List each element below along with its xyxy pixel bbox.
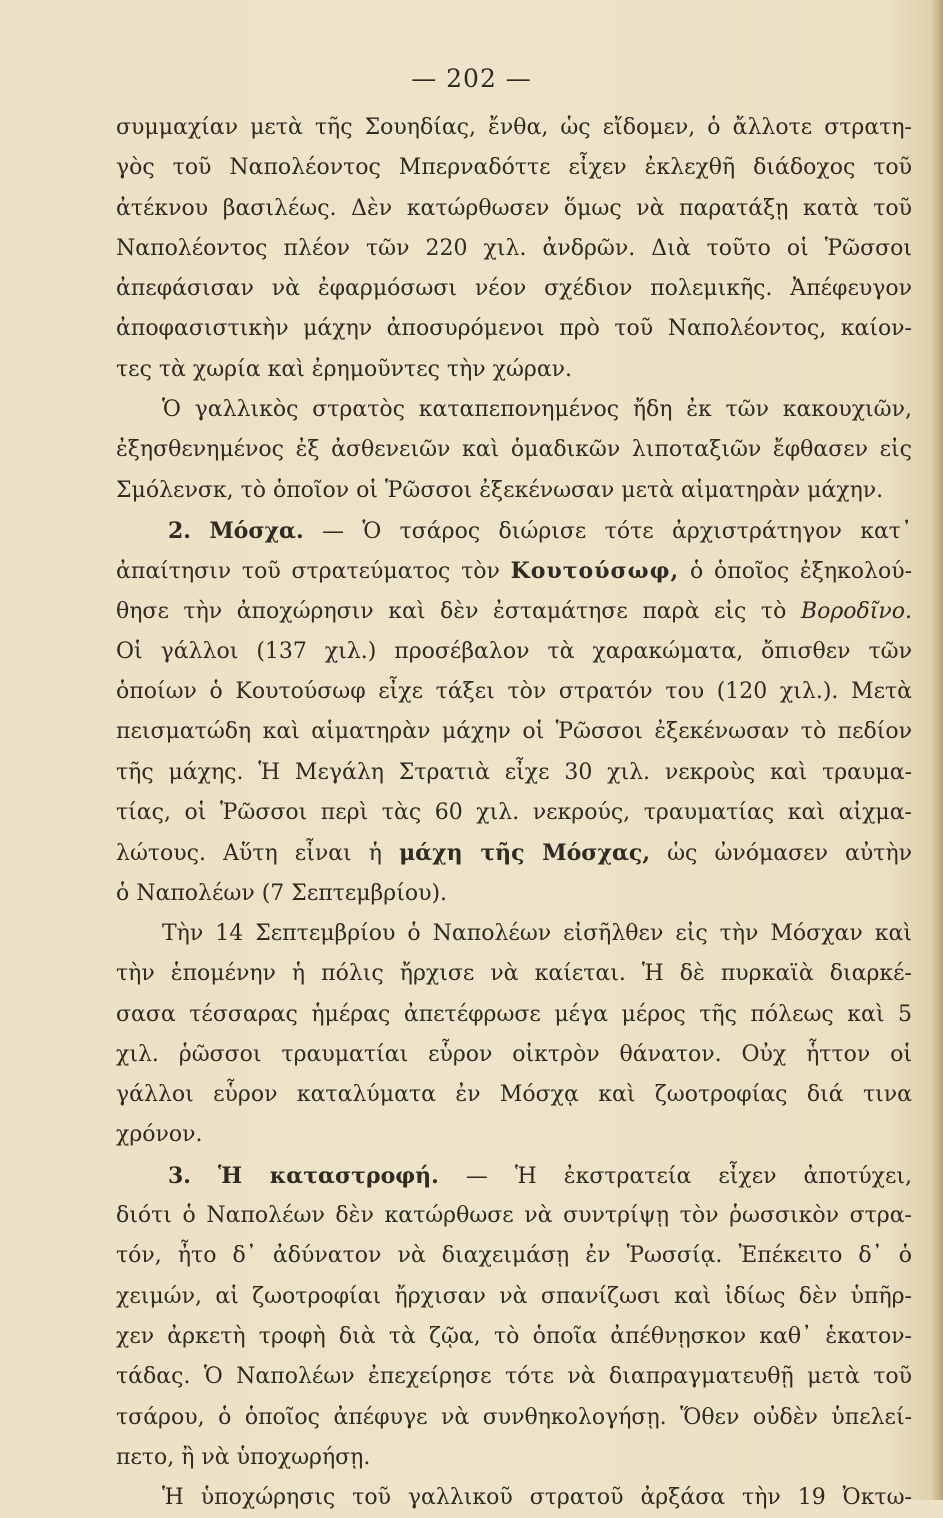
text-line: Οἱ γάλλοι (137 χιλ.) προσέβαλον τὰ χαρακώματα, ὄπισθεν τῶν [116,638,912,664]
text-line: χειμών, αἱ ζωοτροφίαι ἤρχισαν νὰ σπανίζωσι καὶ ἰδίως δὲν ὑπῆρ- [116,1283,912,1309]
page-number: — 202 — [411,64,532,93]
section-title: Μόσχα. [209,517,304,544]
text-line: θησε τὴν ἀποχώρησιν καὶ δὲν ἐσταμάτησε παρὰ εἰς τὸ Βοροδῖνο. [116,598,912,624]
text-line: χεν ἀρκετὴ τροφὴ διὰ τὰ ζῷα, τὸ ὁποῖα ἀπέθνῃσκον καθ᾽ ἑκατον- [116,1323,912,1349]
page-edge [929,0,943,1500]
text-line: τῆς μάχης. Ἡ Μεγάλη Στρατιὰ εἶχε 30 χιλ. νεκροὺς καὶ τραυμα- [116,759,912,785]
text-line: ἀπαίτησιν τοῦ στρατεύματος τὸν Κουτούσωφ, ὁ ὁποῖος ἐξηκολού- [116,558,912,585]
text-line: πετο, ἢ νὰ ὑποχωρήσῃ. [116,1444,371,1470]
text-line: Τὴν 14 Σεπτεμβρίου ὁ Ναπολέων εἰσῆλθεν εἰς τὴν Μόσχαν καὶ [162,920,912,946]
text-line: ἀποφασιστικὴν μάχην ἀποσυρόμενοι πρὸ τοῦ Ναπολέοντος, καίον- [116,316,912,342]
section-title: Ἡ καταστροφή. [218,1162,439,1189]
text-line: ἐξησθενημένος ἐξ ἀσθενειῶν καὶ ὁμαδικῶν λιποταξιῶν ἔφθασεν εἰς [116,437,912,463]
text-line: τὴν ἑπομένην ἡ πόλις ἤρχισε νὰ καίεται. Ἡ δὲ πυρκαϊὰ διαρκέ- [116,961,912,987]
text-line: τάδας. Ὁ Ναπολέων ἐπεχείρησε τότε νὰ διαπραγματευθῇ μετὰ τοῦ [116,1364,912,1390]
section-heading-line [116,511,912,551]
section-text: — Ἡ ἐκστρατεία εἶχεν ἀποτύχει, [465,1163,912,1189]
text-line: γὸς τοῦ Ναπολέοντος Μπερναδόττε εἶχεν ἐκλεχθῆ διάδοχος τοῦ [116,155,912,181]
text-line: πεισματώδη καὶ αἱματηρὰν μάχην οἱ Ῥῶσσοι ἐξεκένωσαν τὸ πεδίον [116,719,912,745]
body-text [116,108,912,1518]
section-number: 3. [168,1162,191,1189]
text-line: ἀπεφάσισαν νὰ ἐφαρμόσωσι νέον σχέδιον πολεμικῆς. Ἀπέφευγον [116,276,912,302]
text-line: Ἡ ὑποχώρησις τοῦ γαλλικοῦ στρατοῦ ἀρξάσα τὴν 19 Ὀκτω- [162,1485,912,1511]
text-line: τες τὰ χωρία καὶ ἐρημοῦντες τὴν χώραν. [116,356,573,382]
text-line: συμμαχίαν μετὰ τῆς Σουηδίας, ἔνθα, ὡς εἴδομεν, ὁ ἄλλοτε στρατη- [116,115,912,140]
text-line: τίας, οἱ Ῥῶσσοι περὶ τὰς 60 χιλ. νεκρούς, τραυματίας καὶ αἰχμα- [116,800,912,826]
text-line: σασα τέσσαρας ἡμέρας ἀπετέφρωσε μέγα μέρος τῆς πόλεως καὶ 5 [116,1001,912,1027]
text-line: Σμόλενσκ, τὸ ὁποῖον οἱ Ῥῶσσοι ἐξεκένωσαν μετὰ αἱματηρὰν μάχην. [116,477,884,503]
text-line: χιλ. ῥῶσσοι τραυματίαι εὗρον οἰκτρὸν θάνατον. Οὐχ ἧττον οἱ [116,1041,912,1067]
text-line: χρόνον. [116,1122,203,1148]
section-heading-line [116,1156,912,1196]
text-line: γάλλοι εὗρον καταλύματα ἐν Μόσχᾳ καὶ ζωοτροφίας διά τινα [116,1082,912,1108]
text-line: τόν, ἦτο δ᾽ ἀδύνατον νὰ διαχειμάσῃ ἐν Ῥωσσίᾳ. Ἐπέκειτο δ᾽ ὁ [116,1243,912,1269]
bold-battle-name: μάχη τῆς Μόσχας, [399,840,650,867]
text-line: Ναπολέοντος πλέον τῶν 220 χιλ. ἀνδρῶν. Διὰ τοῦτο οἱ Ῥῶσσοι [116,235,912,261]
text-line: ὁποίων ὁ Κουτούσωφ εἶχε τάξει τὸν στρατόν του (120 χιλ.). Μετὰ [116,679,912,705]
text-line: ἀτέκνου βασιλέως. Δὲν κατώρθωσεν ὅμως νὰ παρατάξῃ κατὰ τοῦ [116,195,912,221]
text-line: ὁ Ναπολέων (7 Σεπτεμβρίου). [116,880,448,906]
section-text: — Ὁ τσάρος διώρισε τότε ἀρχιστράτηγον κατ᾽ [322,518,912,544]
text-line: τσάρου, ὁ ὁποῖος ἀπέφυγε νὰ συνθηκολογήσῃ. Ὅθεν οὐδὲν ὑπελεί- [116,1404,912,1430]
bold-name: Κουτούσωφ, [510,558,680,585]
text-line: διότι ὁ Ναπολέων δὲν κατώρθωσε νὰ συντρίψῃ τὸν ῥωσσικὸν στρα- [116,1203,912,1229]
text-line: Ὁ γαλλικὸς στρατὸς καταπεπονημένος ἤδη ἐκ τῶν κακουχιῶν, [162,397,912,423]
italic-place: Βοροδῖνο. [800,598,912,624]
section-number: 2. [168,517,191,544]
text-line: λώτους. Αὕτη εἶναι ἡ μάχη τῆς Μόσχας, ὡς ὠνόμασεν αὐτὴν [116,840,912,867]
